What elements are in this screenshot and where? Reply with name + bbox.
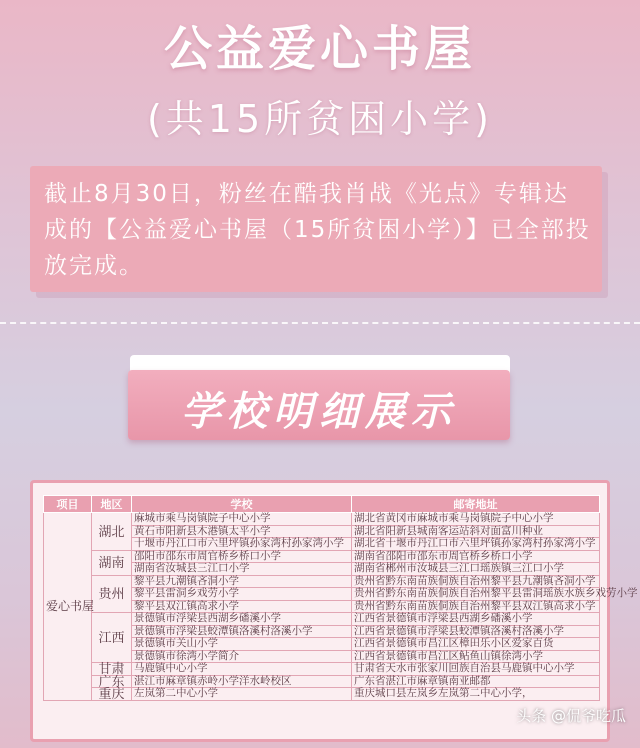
section-banner — [128, 370, 510, 440]
school-table — [43, 495, 638, 701]
school-cell: 景德镇市浮梁县蛟潭镇洛溪村洛溪小学 — [132, 625, 352, 638]
address-cell: 湖北省阳新县城南客运站斜对面富川种业 — [352, 525, 600, 538]
notice-box — [30, 166, 602, 292]
school-cell: 麻城市乘马岗镇院子中心小学 — [132, 513, 352, 526]
section-title: 学校明细展示 — [181, 389, 457, 435]
school-cell: 景德镇市徐湾小学简介 — [132, 650, 352, 663]
school-cell: 黄石市阳新县木港镇太平小学 — [132, 525, 352, 538]
table-row — [44, 675, 600, 688]
region-cell: 甘肃 — [92, 663, 132, 676]
address-cell: 湖南省郴州市汝城县三江口瑶族镇三江口小学 — [352, 563, 600, 576]
school-cell: 黎平县九潮镇吝洞小学 — [132, 575, 352, 588]
table-row — [44, 550, 600, 563]
address-cell: 贵州省黔东南苗族侗族自治州黎平县九潮镇吝洞小学 — [352, 575, 600, 588]
address-cell: 甘肃省天水市张家川回族自治县马鹿镇中心小学 — [352, 663, 600, 676]
project-cell: 爱心书屋 — [44, 513, 92, 701]
table-row — [44, 613, 600, 626]
school-cell: 湖南省汝城县三江口小学 — [132, 563, 352, 576]
header-project: 项目 — [44, 496, 92, 513]
school-cell: 景德镇市关山小学 — [132, 638, 352, 651]
address-cell: 江西省景德镇市昌江区鲇鱼山镇徐湾小学 — [352, 650, 600, 663]
page-title: 公益爱心书屋 — [163, 21, 476, 77]
region-cell: 重庆 — [92, 688, 132, 701]
school-cell: 左岚第二中心小学 — [132, 688, 352, 701]
address-cell: 湖南省邵阳市邵东市周官桥乡桥口小学 — [352, 550, 600, 563]
school-cell: 马鹿镇中心小学 — [132, 663, 352, 676]
page-subtitle: (共15所贫困小学) — [146, 97, 493, 141]
header-address: 邮寄地址 — [352, 496, 600, 513]
header-school: 学校 — [132, 496, 352, 513]
school-cell: 十堰市丹江口市六里坪镇孙家湾村孙家湾小学 — [132, 538, 352, 551]
region-cell: 江西 — [92, 613, 132, 663]
table-row — [44, 663, 600, 676]
address-cell: 贵州省黔东南苗族侗族自治州黎平县双江镇高求小学 — [352, 600, 600, 613]
header-region: 地区 — [92, 496, 132, 513]
region-cell: 湖南 — [92, 550, 132, 575]
notice-text: 截止8月30日，粉丝在酷我肖战《光点》专辑达成的【公益爱心书屋（15所贫困小学）】已全部投放完成。 — [44, 181, 591, 279]
address-cell: 贵州省黔东南苗族侗族自治州黎平县雷洞瑶族水族乡戏劳小学 — [352, 588, 600, 601]
address-cell: 江西省景德镇市浮梁县西湖乡磻溪小学 — [352, 613, 600, 626]
table-row — [44, 513, 600, 526]
address-cell: 湖北省黄冈市麻城市乘马岗镇院子中心小学 — [352, 513, 600, 526]
address-cell: 广东省湛江市麻章镇南亚邮都 — [352, 675, 600, 688]
address-cell: 江西省景德镇市昌江区樟田乐小区爱家百货 — [352, 638, 600, 651]
region-cell: 广东 — [92, 675, 132, 688]
region-cell: 贵州 — [92, 575, 132, 613]
school-table-card — [30, 480, 638, 742]
table-header-row — [44, 496, 600, 513]
address-cell: 湖北省十堰市丹江口市六里坪镇孙家湾村孙家湾小学 — [352, 538, 600, 551]
table-row — [44, 688, 600, 701]
school-cell: 景德镇市浮梁县西湖乡磻溪小学 — [132, 613, 352, 626]
school-cell: 黎平县双江镇高求小学 — [132, 600, 352, 613]
table-row — [44, 575, 600, 588]
dashed-divider — [0, 322, 640, 324]
school-cell: 湛江市麻章镇赤岭小学洋水岭校区 — [132, 675, 352, 688]
region-cell: 湖北 — [92, 513, 132, 551]
address-cell: 江西省景德镇市浮梁县蛟潭镇洛溪村洛溪小学 — [352, 625, 600, 638]
school-cell: 黎平县雷洞乡戏劳小学 — [132, 588, 352, 601]
school-cell: 邵阳市邵东市周官桥乡桥口小学 — [132, 550, 352, 563]
watermark: 头条 @侃爷吃瓜 — [516, 707, 626, 725]
address-cell: 重庆城口县左岚乡左岚第二中心小学， — [352, 688, 600, 701]
